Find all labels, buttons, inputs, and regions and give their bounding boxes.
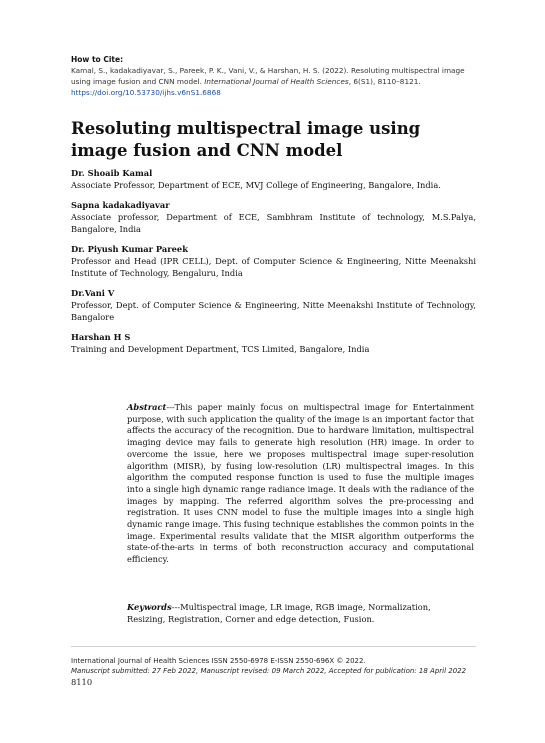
page-footer [71,656,476,688]
author-affiliation: Professor and Head (IPR CELL), Dept. of Computer Science & Engineering, Nitte Meenakshi Institute of Technology, Bengaluru, India [71,256,476,278]
footer-journal-line: International Journal of Health Sciences ISSN 2550-6978 E-ISSN 2550-696X © 2022. [71,657,366,665]
keywords-label: Keywords [127,602,172,612]
abstract-separator: --- [166,402,175,412]
author-name: Sapna kadakadiyavar [71,200,170,210]
citation-volume-pages: , 6(S1), 8110–8121. [348,77,421,86]
author-block [71,331,476,355]
author-name: Dr. Shoaib Kamal [71,168,153,178]
author-list [71,167,476,363]
author-block [71,167,476,191]
author-affiliation: Professor, Dept. of Computer Science & Engineering, Nitte Meenakshi Institute of Technology, Bangalore [71,300,476,322]
author-name: Dr.Vani V [71,288,115,298]
citation-text [71,65,471,98]
abstract [127,402,474,566]
citation-journal: International Journal of Health Sciences [204,77,349,86]
abstract-label: Abstract [127,402,167,412]
author-block [71,243,476,279]
citation-heading: How to Cite: [71,55,124,64]
footer-divider [71,646,476,647]
page-number: 8110 [71,677,93,687]
keywords-separator: --- [171,602,181,612]
keywords [127,602,457,625]
keywords-text: Multispectral image, LR image, RGB image, Normalization, Resizing, Registration, Corner and edge detection, Fusion. [127,602,431,624]
author-name: Dr. Piyush Kumar Pareek [71,244,188,254]
paper-title: Resoluting multispectral image using image fusion and CNN model [71,119,421,160]
author-affiliation: Associate Professor, Department of ECE, MVJ College of Engineering, Bangalore, India. [71,180,441,190]
author-name: Harshan H S [71,332,131,342]
author-affiliation: Training and Development Department, TCS Limited, Bangalore, India [71,344,370,354]
footer-dates-line: Manuscript submitted: 27 Feb 2022, Manuscript revised: 09 March 2022, Accepted for publication: 18 April 2022 [71,667,467,675]
abstract-text: This paper mainly focus on multispectral image for Entertainment purpose, with such application the quality of the image is an important factor that affects the accuracy of the recognition. Due to hardware limitation, multispectral imaging device may fails to generate high resolution (HR) image. In order to overcome the issue, here we proposes multispectral image super-resolution algorithm (MISR), by fusing low-resolution (LR) multispectral images. In this algorithm the computed response function is used to fuse the multiple images into a single high dynamic range radiance image. It deals with the radiance of the images by mapping. The referred algorithm solves the pre-processing and registration. It uses CNN model to fuse the multiple images into a single high dynamic range image. This fusing technique establishes the common points in the image. Experimental results validate that the MISR algorithm outperforms the state-of-the-arts in terms of both reconstruction accuracy and computational efficiency. [127,402,474,565]
author-block [71,199,476,235]
author-block [71,287,476,323]
author-affiliation: Associate professor, Department of ECE, Sambhram Institute of technology, M.S.Palya, Bangalore, India [71,212,476,234]
citation-authors-title: Kamal, S., kadakadiyavar, S., Pareek, P. K., Vani, V., & Harshan, H. S. (2022). Resoluting multispectral image using image fusion and CNN model. [71,66,465,86]
citation-doi-link[interactable]: https://doi.org/10.53730/ijhs.v6nS1.6868 [71,88,221,97]
